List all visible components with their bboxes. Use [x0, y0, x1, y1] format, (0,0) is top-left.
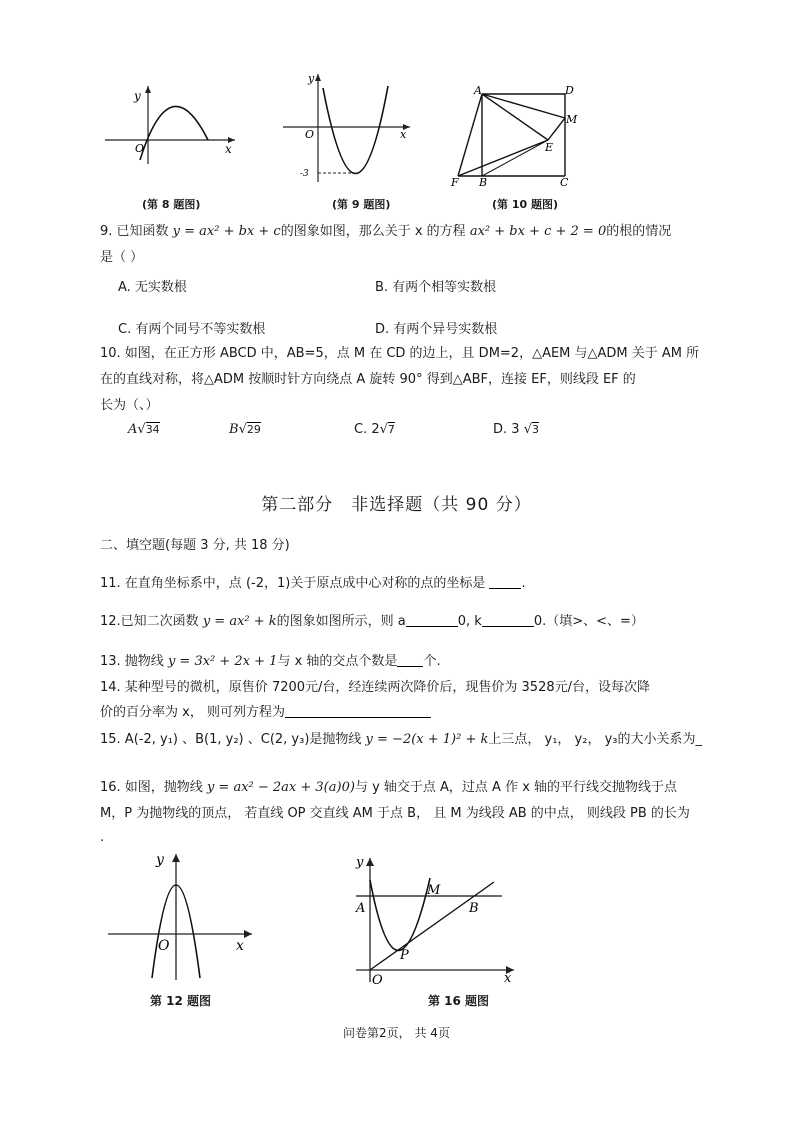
fig12-x-arrow — [244, 930, 252, 938]
q11-end: . — [521, 576, 526, 591]
q11-blank[interactable] — [489, 574, 521, 589]
q12-blank-k[interactable] — [482, 612, 534, 627]
fig16-caption: 第 16 题图 — [428, 994, 490, 1008]
fig12-label-x: x — [236, 938, 244, 954]
q9-line2: 是（ ） — [100, 250, 144, 265]
q12-text-3: 0, k — [457, 614, 482, 629]
fig10-label-E: E — [545, 141, 554, 154]
q13-formula: y = 3x² + 2x + 1 — [167, 654, 278, 669]
fig16-parabola — [370, 878, 430, 951]
q10-option-d-prefix: D. 3 — [493, 422, 520, 437]
fig9-caption: (第 9 题图) — [332, 198, 391, 211]
q10-option-c — [354, 422, 395, 437]
fig9-parabola — [323, 86, 388, 174]
q10-option-b-letter: B — [229, 422, 239, 437]
q12-text-1: 12.已知二次函数 — [100, 614, 203, 629]
q12-blank-a[interactable] — [406, 612, 458, 627]
q10-option-b — [229, 422, 261, 437]
q10-line2: 在的直线对称，将△ADM 按顺时针方向绕点 A 旋转 90° 得到△ABF，连接 EF，则线段 EF 的 — [100, 372, 636, 387]
q10-option-a-letter: A — [128, 422, 138, 437]
fig10-edge-AF — [458, 94, 482, 176]
q9-option-c: C. 有两个同号不等实数根 — [118, 322, 266, 337]
q10-line1: 10. 如图，在正方形 ABCD 中，AB=5，点 M 在 CD 的边上，且 DM=2，△AEM 与△ADM 关于 AM 所 — [100, 346, 700, 361]
fig12-label-o: O — [158, 938, 170, 954]
fig10-edge-AM — [482, 94, 565, 118]
fig16-label-p: P — [400, 948, 409, 963]
fig12-caption: 第 12 题图 — [150, 994, 212, 1008]
q10-option-c-value: 7 — [387, 423, 395, 436]
q14-line1: 14. 某种型号的微机，原售价 7200元/台，经连续两次降价后，现售价为 3528元/台，设每次降 — [100, 680, 650, 695]
q16-line2: M，P 为抛物线的顶点， 若直线 OP 交直线 AM 于点 B， 且 M 为线段 AB 的中点， 则线段 PB 的长为 — [100, 806, 690, 821]
fig16-label-b: B — [469, 901, 479, 916]
fig10-label-F: F — [451, 176, 459, 189]
fig12-y-arrow — [172, 854, 180, 862]
q12-text-2: 的图象如图所示，则 a — [276, 614, 406, 629]
fig8-parabola — [140, 106, 208, 160]
fig8-label-y: y — [134, 89, 141, 103]
sqrt-icon: √ — [137, 422, 146, 437]
q11-line — [100, 574, 526, 594]
figure-12 — [104, 846, 264, 986]
q15-text-2: 上三点， y₁， y₂， y₃的大小关系为_ — [488, 732, 702, 747]
q12-text-4: 0.（填>、<、=） — [533, 614, 644, 629]
fig9-label-x: x — [400, 128, 407, 141]
fig10-label-C: C — [560, 176, 569, 189]
sqrt-icon: √ — [238, 422, 247, 437]
q9-option-a: A. 无实数根 — [118, 280, 187, 295]
q12-formula: y = ax² + k — [202, 614, 277, 629]
fig16-label-a: A — [356, 901, 366, 916]
q10-line3: 长为（、） — [100, 398, 159, 413]
fig10-edge-EM — [548, 118, 565, 140]
fig10-edge-AE — [482, 94, 548, 140]
figure-8 — [100, 82, 240, 167]
fig10-label-B: B — [479, 176, 488, 189]
q9-line1 — [100, 222, 671, 242]
q9-formula-1: y = ax² + bx + c — [172, 224, 281, 239]
q9-text-3: 的根的情况 — [606, 224, 672, 239]
q10-option-d — [493, 422, 539, 437]
fig8-caption: (第 8 题图) — [142, 198, 201, 211]
q10-option-a-value: 34 — [145, 423, 160, 436]
section2-title: 二、填空题(每题 3 分, 共 18 分) — [100, 538, 290, 553]
q15-line — [100, 730, 702, 750]
q10-option-a — [128, 422, 160, 437]
q13-text-3: 个. — [423, 654, 441, 669]
q12-line — [100, 612, 644, 632]
q10-option-d-value: 3 — [531, 423, 539, 436]
q16-line3: . — [100, 830, 105, 845]
q14-line2 — [100, 703, 431, 723]
figure-9 — [278, 70, 418, 185]
q11-text: 11. 在直角坐标系中，点 (-2，1)关于原点成中心对称的点的坐标是 — [100, 576, 490, 591]
figure-10 — [448, 82, 583, 190]
fig12-label-y: y — [156, 852, 164, 868]
fig16-label-o: O — [372, 973, 383, 986]
q16-line1 — [100, 778, 677, 798]
fig16-label-y: y — [356, 855, 364, 870]
fig9-label-o: O — [305, 128, 315, 141]
fig10-label-M: M — [566, 113, 578, 126]
q15-text-1: 15. A(-2, y₁) 、B(1, y₂) 、C(2, y₃)是抛物线 — [100, 732, 366, 747]
q9-text-1: 9. 已知函数 — [100, 224, 173, 239]
q16-formula: y = ax² − 2ax + 3(a)0) — [206, 780, 355, 795]
q15-formula: y = −2(x + 1)² + k — [365, 732, 489, 747]
sqrt-icon: √ — [379, 422, 388, 437]
fig16-label-m: M — [427, 883, 441, 898]
q9-text-2: 的图象如图，那么关于 x 的方程 — [280, 224, 470, 239]
fig9-y-arrow — [315, 74, 321, 81]
fig10-label-D: D — [565, 84, 574, 97]
fig9-label-neg3: -3 — [300, 169, 309, 179]
q13-text-1: 13. 抛物线 — [100, 654, 168, 669]
q14-text-2: 价的百分率为 x， 则可列方程为 — [100, 705, 285, 720]
q10-option-b-value: 29 — [246, 423, 261, 436]
q16-text-2: 与 y 轴交于点 A，过点 A 作 x 轴的平行线交抛物线于点 — [354, 780, 678, 795]
fig10-edge-BE — [482, 140, 548, 176]
page-footer: 问卷第2页， 共 4页 — [343, 1026, 450, 1040]
fig10-edge-FE — [458, 140, 548, 176]
fig9-label-y: y — [308, 72, 315, 85]
q14-blank[interactable] — [285, 703, 431, 718]
fig10-caption: (第 10 题图) — [492, 198, 559, 211]
figure-16 — [352, 852, 522, 986]
q13-blank[interactable] — [397, 652, 423, 667]
q9-option-d: D. 有两个异号实数根 — [375, 322, 498, 337]
q9-option-b: B. 有两个相等实数根 — [375, 280, 497, 295]
sqrt-icon: √ — [523, 422, 532, 437]
fig8-y-arrow — [145, 86, 151, 93]
part2-heading: 第二部分 非选择题（共 90 分） — [261, 495, 532, 515]
q13-text-2: 与 x 轴的交点个数是 — [277, 654, 398, 669]
q9-formula-2: ax² + bx + c + 2 = 0 — [469, 224, 607, 239]
q10-option-c-prefix: C. 2 — [354, 422, 380, 437]
fig16-y-arrow — [366, 858, 374, 866]
fig16-label-x: x — [504, 971, 512, 986]
fig10-label-A: A — [474, 84, 482, 97]
fig8-label-x: x — [225, 142, 232, 156]
q13-line — [100, 652, 441, 672]
q16-text-1: 16. 如图，抛物线 — [100, 780, 207, 795]
fig8-label-o: O — [135, 142, 145, 155]
